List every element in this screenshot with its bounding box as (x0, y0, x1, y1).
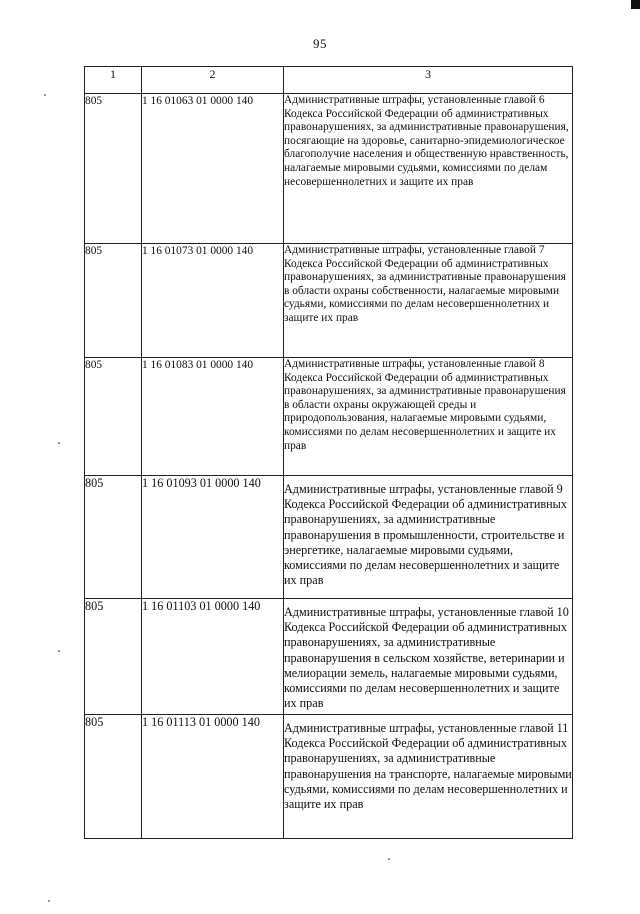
revenue-description-cell: Административные штрафы, установленные главой 8 Кодекса Российской Федерации об административных правонарушениях, за административные правонарушения в области охраны окружающей среды и природопользования, налагаемые мировыми судьями, комиссиями по делам несовершеннолетних и защите их прав (284, 358, 573, 476)
budget-classification-code-cell: 1 16 01113 01 0000 140 (142, 715, 284, 839)
admin-code-cell: 805 (85, 244, 142, 358)
scan-speck (44, 94, 46, 96)
admin-code-cell: 805 (85, 358, 142, 476)
scan-speck (48, 900, 50, 902)
table-row (85, 476, 573, 599)
scan-corner-mark (631, 0, 640, 9)
table-row (85, 94, 573, 244)
budget-classification-code-cell: 1 16 01063 01 0000 140 (142, 94, 284, 244)
page-number: 95 (313, 36, 327, 51)
column-header-2: 2 (142, 67, 284, 94)
admin-code-cell: 805 (85, 476, 142, 599)
revenue-description-cell: Административные штрафы, установленные главой 9 Кодекса Российской Федерации об административных правонарушениях, за административные правонарушения в промышленности, строительстве и энергетике, налагаемые мировыми судьями, комиссиями по делам несовершеннолетних и защите их прав (284, 476, 573, 599)
budget-classification-code-cell: 1 16 01093 01 0000 140 (142, 476, 284, 599)
revenue-description-cell: Административные штрафы, установленные главой 6 Кодекса Российской Федерации об административных правонарушениях, за административные правонарушения, посягающие на здоровье, санитарно-эпидемиологическое благополучие населения и общественную нравственность, налагаемые мировыми судьями, комиссиями по делам несовершеннолетних и защите их прав (284, 94, 573, 244)
scan-speck (58, 442, 60, 444)
admin-code-cell: 805 (85, 94, 142, 244)
budget-classification-code-cell: 1 16 01083 01 0000 140 (142, 358, 284, 476)
column-header-3: 3 (284, 67, 573, 94)
table-row (85, 715, 573, 839)
scan-speck (388, 858, 390, 860)
revenue-description-cell: Административные штрафы, установленные главой 7 Кодекса Российской Федерации об административных правонарушениях, за административные правонарушения в области охраны собственности, налагаемые мировыми судьями, комиссиями по делам несовершеннолетних и защите их прав (284, 244, 573, 358)
table-row (85, 358, 573, 476)
scan-speck (58, 650, 60, 652)
column-header-1: 1 (85, 67, 142, 94)
admin-code-cell: 805 (85, 715, 142, 839)
revenue-description-cell: Административные штрафы, установленные главой 11 Кодекса Российской Федерации об административных правонарушениях, за административные правонарушения на транспорте, налагаемые мировыми судьями, комиссиями по делам несовершеннолетних и защите их прав (284, 715, 573, 839)
table-row (85, 599, 573, 715)
table-header-row (85, 67, 573, 94)
table-row (85, 244, 573, 358)
admin-code-cell: 805 (85, 599, 142, 715)
revenue-description-cell: Административные штрафы, установленные главой 10 Кодекса Российской Федерации об административных правонарушениях, за административные правонарушения в сельском хозяйстве, ветеринарии и мелиорации земель, налагаемые мировыми судьями, комиссиями по делам несовершеннолетних и защите их прав (284, 599, 573, 715)
budget-code-table (84, 66, 573, 839)
budget-classification-code-cell: 1 16 01073 01 0000 140 (142, 244, 284, 358)
budget-classification-code-cell: 1 16 01103 01 0000 140 (142, 599, 284, 715)
